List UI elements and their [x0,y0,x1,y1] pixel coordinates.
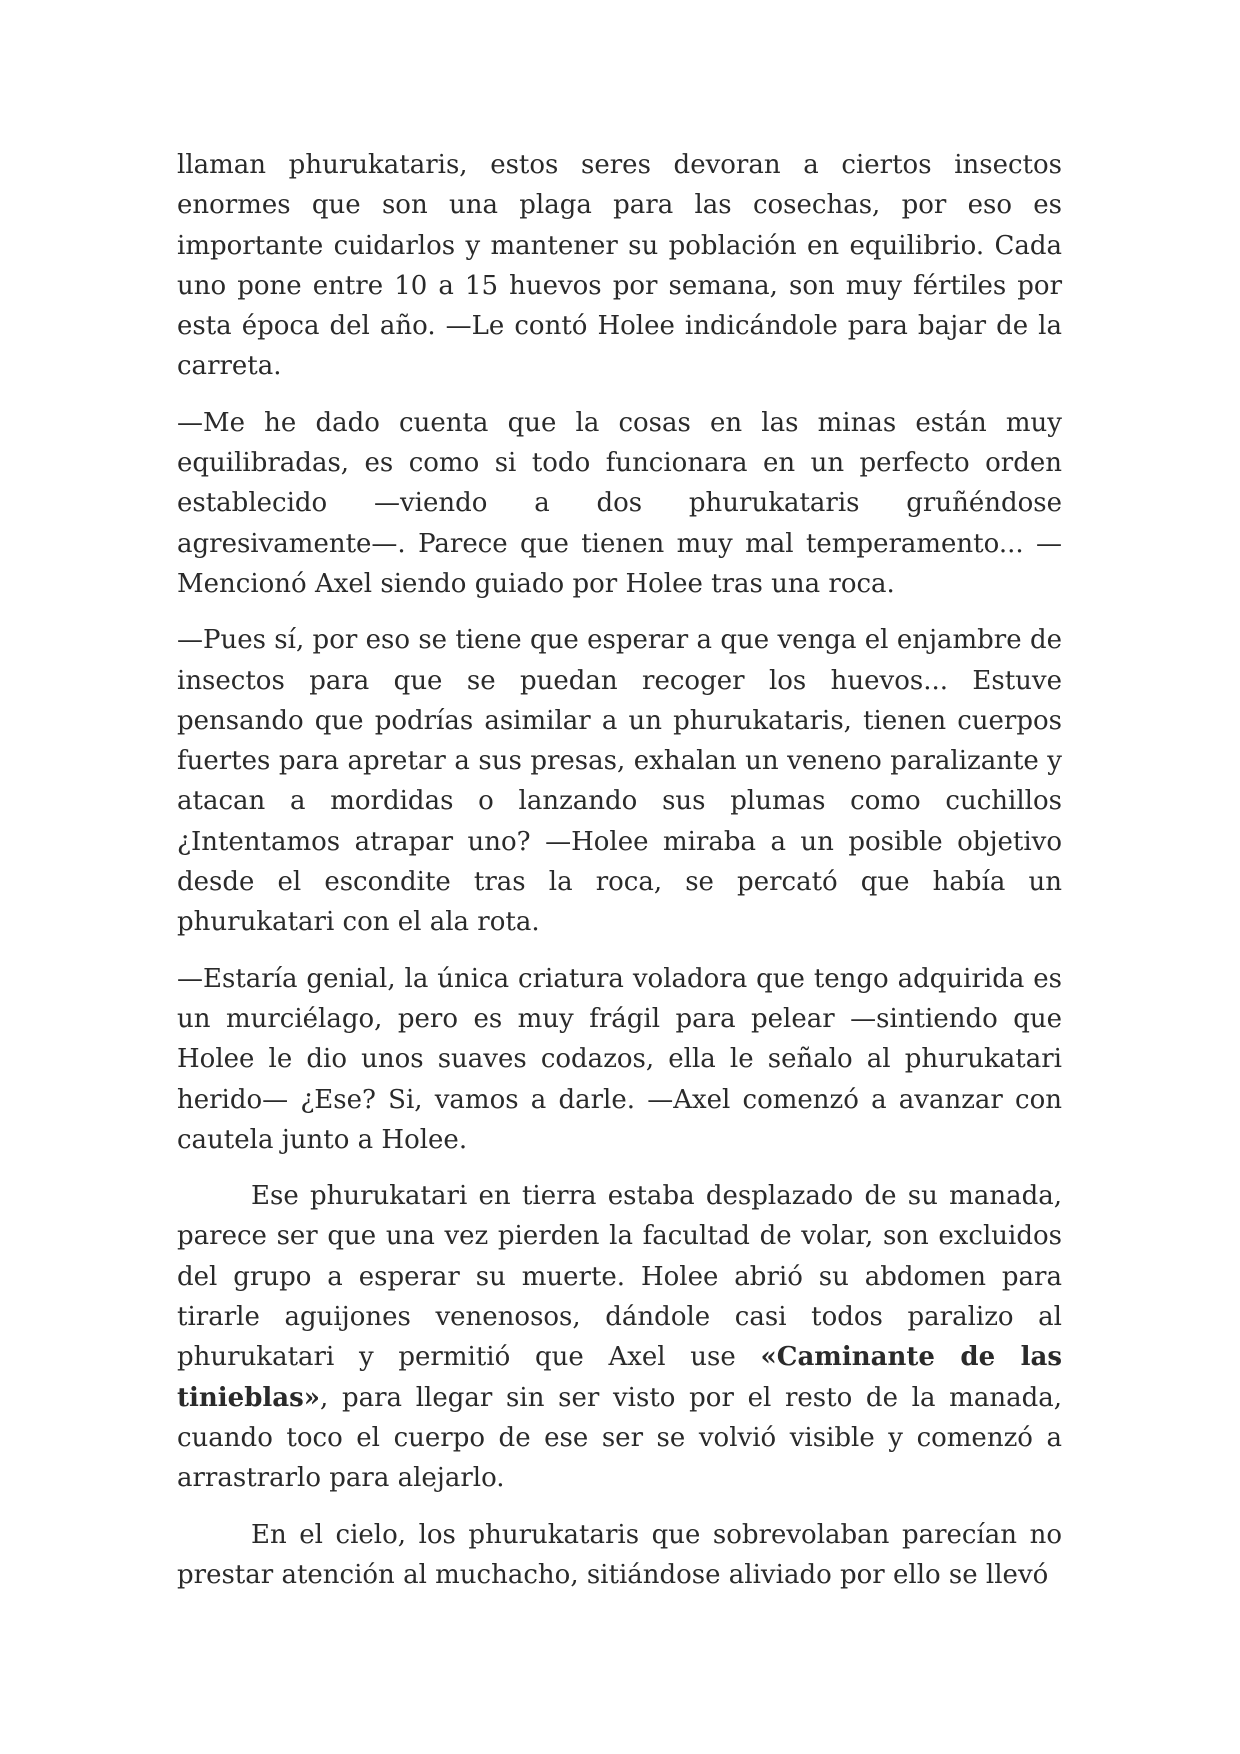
skill-name: «Caminante de las tinieblas» [177,1342,1062,1413]
paragraph-text: Ese phurukatari en tierra estaba desplazado de su manada, parece ser que una vez pierden la facultad de volar, son excluidos del grupo a esperar su muerte. Holee abrió su abdomen para tirarle aguijones venenosos, dándole casi todos paralizo al phurukatari y permitió que Axel use [177,1181,1062,1373]
paragraph-5 [177,1176,1062,1498]
paragraph-text: llaman phurukataris, estos seres devoran a ciertos insectos enormes que son una plaga para las cosechas, por eso es importante cuidarlos y mantener su población en equilibrio. Cada uno pone entre 10 a 15 huevos por semana, son muy fértiles por esta época del año. —Le contó Holee indicándole para bajar de la carreta. [177,150,1062,382]
paragraph-6 [177,1515,1062,1596]
paragraph-text: —Pues sí, por eso se tiene que esperar a que venga el enjambre de insectos para que se puedan recoger los huevos... Estuve pensando que podrías asimilar a un phurukataris, tienen cuerpos fuertes para apretar a sus presas, exhalan un veneno paralizante y atacan a mordidas o lanzando sus plumas como cuchillos ¿Intentamos atrapar uno? —Holee miraba a un posible objetivo desde el escondite tras la roca, se percató que había un phurukatari con el ala rota. [177,625,1062,938]
paragraph-text: , para llegar sin ser visto por el resto de la manada, cuando toco el cuerpo de ese ser se volvió visible y comenzó a arrastrarlo para alejarlo. [177,1382,1062,1494]
paragraph-4 [177,959,1062,1160]
paragraph-2 [177,403,1062,604]
paragraph-text: —Estaría genial, la única criatura voladora que tengo adquirida es un murciélago, pero es muy frágil para pelear —sintiendo que Holee le dio unos suaves codazos, ella le señalo al phurukatari herido— ¿Ese? Si, vamos a darle. —Axel comenzó a avanzar con cautela junto a Holee. [177,963,1062,1155]
body-text [177,145,1062,1611]
paragraph-text: —Me he dado cuenta que la cosas en las minas están muy equilibradas, es como si todo funcionara en un perfecto orden establecido —viendo a dos phurukataris gruñéndose agresivamente—. Parece que tienen muy mal temperamento... —Mencionó Axel siendo guiado por Holee tras una roca. [177,407,1062,599]
paragraph-1 [177,145,1062,387]
paragraph-text: En el cielo, los phurukataris que sobrevolaban parecían no prestar atención al muchacho, sitiándose aliviado por ello se llevó [177,1519,1062,1590]
paragraph-3 [177,620,1062,942]
